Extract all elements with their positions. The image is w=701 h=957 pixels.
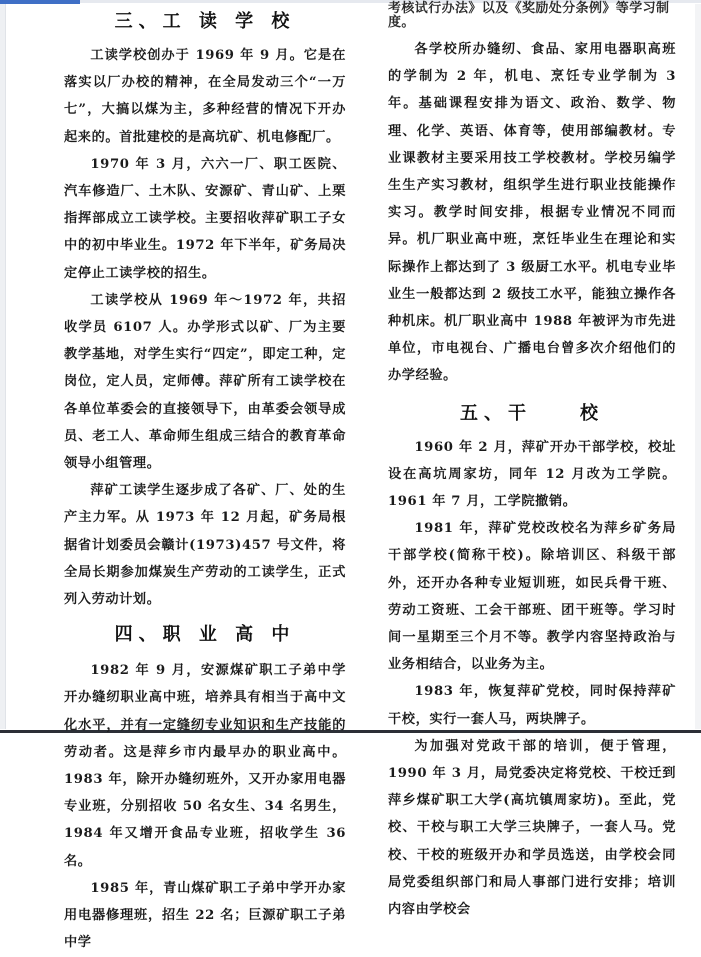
paragraph: 1985 年，青山煤矿职工子弟中学开办家用电器修理班，招生 22 名；巨源矿职工子弟中学 — [64, 880, 346, 951]
continued-line: 考核试行办法》以及《奖励处分条例》等学习制度。 — [388, 1, 670, 30]
heading-cadre-school: 五、干 校 — [460, 402, 604, 424]
paragraph: 各学校所办缝纫、食品、家用电器职高班的学制为 2 年，机电、烹饪专业学制为 3 年。基础课程安排为语文、政治、数学、物理、化学、英语、体育等，使用部编教材。专业课教材主要采用技工学校教材。学校另编学生生产实习教材，组织学生进行职业技能操作实习。教学时间安排，根据专业情况不同而异。机厂职业高中班，烹饪毕业生在理论和实际操作上都达到了 3 级厨工水平。机电专业毕业生一般都达到 2 级技工水平，能独立操作各种机床。机厂职业高中 1988 年被评为市先进单位，市电视台、广播电台曾多次介绍他们的办学经验。 — [388, 42, 676, 384]
paragraph: 1982 年 9 月，安源煤矿职工子弟中学开办缝纫职业高中班，培养具有相当于高中文化水平，并有一定缝纫专业知识和生产技能的劳动者。这是萍乡市内最早办的职业高中。1983 年，除开办缝纫班外，又开办家用电器专业班，分别招收 50 名女生、34 名男生，1984 年又增开食品专业班，招收学生 36 名。 — [64, 663, 346, 869]
paragraph: 1981 年，萍矿党校改校名为萍乡矿务局干部学校(简称干校)。除培训区、科级干部外，还开办各种专业短训班，如民兵骨干班、劳动工资班、工会干部班、团干班等。学习时间一星期至三个月不等。教学内容坚持政治与业务相结合，以业务为主。 — [388, 521, 676, 673]
paragraph: 1960 年 2 月，萍矿开办干部学校，校址设在高坑周家坊，同年 12 月改为工学院。1961 年 7 月，工学院撤销。 — [388, 439, 676, 510]
paragraph: 为加强对党政干部的培训，便于管理，1990 年 3 月，局党委决定将党校、干校迁到萍乡煤矿职工大学(高坑镇周家坊)。至此，党校、干校与职工大学三块牌子，一套人马。党校、干校的班级开办和学员选送，由学校会同局党委组织部门和局人事部门进行安排；培训内容由学校会 — [388, 738, 676, 918]
heading-vocational-high-school: 四、职 业 高 中 — [114, 624, 296, 646]
paragraph: 萍矿工读学生逐步成了各矿、厂、处的生产主力军。从 1973 年 12 月起，矿务局根据省计划委员会赣计(1973)457 号文件，将全局长期参加煤炭生产劳动的工读学生，正式列入劳动计划。 — [64, 483, 346, 608]
paragraph: 1970 年 3 月，六六一厂、职工医院、汽车修造厂、土木队、安源矿、青山矿、上栗指挥部成立工读学校。主要招收萍矿职工子女中的初中毕业生。1972 年下半年，矿务局决定停止工读学校的招生。 — [64, 156, 346, 281]
heading-work-study-school: 三、工 读 学 校 — [114, 11, 296, 32]
left-scroll-gutter — [0, 4, 6, 729]
paragraph: 工读学校从 1969 年～1972 年，共招收学员 6107 人。办学形式以矿、厂为主要教学基地，对学生实行“四定”，即定工种，定岗位，定人员，定师傅。萍矿所有工读学校在各单位革委会的直接领导下，由革委会领导成员、老工人、革命师生组成三结合的教育革命领导小组管理。 — [64, 292, 346, 472]
paragraph: 工读学校创办于 1969 年 9 月。它是在落实以厂办校的精神，在全局发动三个“一万七”，大搞以煤为主，多种经营的情况下开办起来的。首批建校的是高坑矿、机电修配厂。 — [64, 48, 346, 145]
left-column — [64, 0, 346, 957]
right-edge-shade — [695, 4, 701, 729]
paragraph: 1983 年，恢复萍矿党校，同时保持萍矿干校，实行一套人马，两块牌子。 — [388, 684, 676, 727]
right-column — [388, 0, 676, 923]
